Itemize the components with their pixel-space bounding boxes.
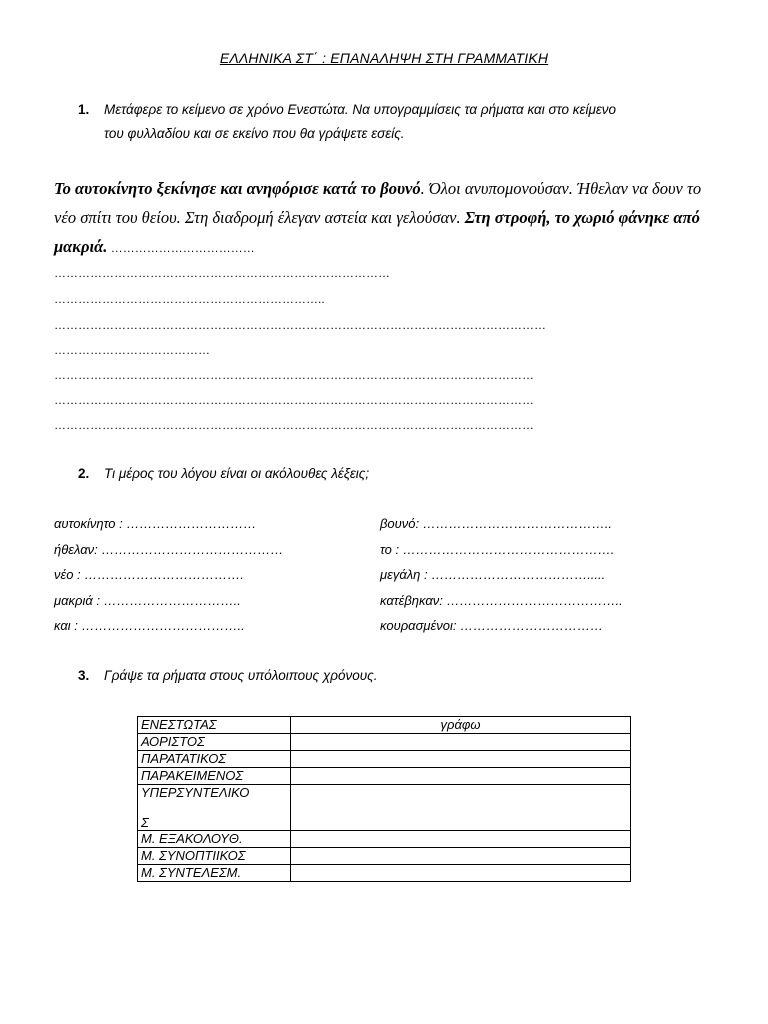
table-row xyxy=(138,734,631,751)
tense-value[interactable] xyxy=(291,751,631,768)
passage-normal-1: . Όλοι ανυπομονούσαν. Ήθελαν να δουν το νέο σπίτι του θείου. Στη διαδρομή έλεγαν αστεία και γελούσαν. xyxy=(54,179,702,227)
tense-label: ΑΟΡΙΣΤΟΣ xyxy=(138,734,291,751)
question-3 xyxy=(78,664,718,688)
answer-line-5[interactable]: ………………………………………………………………………………………………………… xyxy=(54,368,534,382)
pos-item-left-5[interactable]: και : ……………………………….. xyxy=(54,618,245,633)
question-1-number: 1. xyxy=(78,102,90,117)
answer-line-4[interactable]: ………………………………… xyxy=(54,343,210,357)
pos-item-right-2[interactable]: το : …………………………………………. xyxy=(380,542,615,557)
table-row xyxy=(138,865,631,882)
tense-value[interactable] xyxy=(291,785,631,831)
passage-bold-1: Το αυτοκίνητο ξεκίνησε και ανηφόρισε κατά το βουνό xyxy=(54,179,421,198)
question-1 xyxy=(78,98,718,146)
table-row xyxy=(138,785,631,831)
tenses-table xyxy=(137,716,631,882)
pos-item-left-3[interactable]: νέο : ………………………………. xyxy=(54,567,244,582)
pos-item-left-4[interactable]: μακριά : ………………………….. xyxy=(54,593,241,608)
tense-label: Μ. ΣΥΝΤΕΛΕΣΜ. xyxy=(138,865,291,882)
question-3-number: 3. xyxy=(78,668,90,683)
tense-label-line2: Σ xyxy=(141,815,149,830)
table-row xyxy=(138,751,631,768)
question-1-text-line1: Μετάφερε το κείμενο σε χρόνο Ενεστώτα. Να υπογραμμίσεις τα ρήματα και στο κείμενο xyxy=(104,102,617,117)
tense-label: ΕΝΕΣΤΩΤΑΣ xyxy=(138,717,291,734)
passage-dots: ……………………………… xyxy=(107,241,255,255)
tense-value[interactable]: γράφω xyxy=(291,717,631,734)
question-2 xyxy=(78,462,718,486)
table-row xyxy=(138,717,631,734)
tense-value[interactable] xyxy=(291,831,631,848)
table-row xyxy=(138,768,631,785)
tense-label: ΠΑΡΑΤΑΤΙΚΟΣ xyxy=(138,751,291,768)
pos-item-right-1[interactable]: βουνό: …………………………………….. xyxy=(380,516,612,531)
tense-value[interactable] xyxy=(291,734,631,751)
question-1-text-line2: του φυλλαδίου και σε εκείνο που θα γράψετε εσείς. xyxy=(104,126,405,141)
tense-label: Μ. ΣΥΝΟΠΤΙΙΚΟΣ xyxy=(138,848,291,865)
pos-item-right-4[interactable]: κατέβηκαν: ………………………………….. xyxy=(380,593,623,608)
passage-bold-2: Στη στροφή, το χωριό φάνηκε από μακριά. xyxy=(54,208,700,256)
table-row xyxy=(138,848,631,865)
answer-line-1[interactable]: ………………………………………………………………………… xyxy=(54,266,390,280)
answer-line-6[interactable]: ………………………………………………………………………………………………………… xyxy=(54,393,534,407)
tense-value[interactable] xyxy=(291,865,631,882)
table-row xyxy=(138,831,631,848)
tense-value[interactable] xyxy=(291,768,631,785)
pos-item-right-5[interactable]: κουρασμένοι: …………………………… xyxy=(380,618,604,633)
pos-item-left-2[interactable]: ήθελαν: …………………………………… xyxy=(54,542,284,557)
question-3-text: Γράψε τα ρήματα στους υπόλοιπους χρόνους. xyxy=(104,668,378,683)
tense-label: Μ. ΕΞΑΚΟΛΟΥΘ. xyxy=(138,831,291,848)
tense-label-line1: ΥΠΕΡΣΥΝΤΕΛΙΚΟ xyxy=(141,785,250,800)
pos-item-left-1[interactable]: αυτοκίνητο : ………………………… xyxy=(54,516,257,531)
answer-line-2[interactable]: ………………………………………………………….. xyxy=(54,292,325,306)
pos-item-right-3[interactable]: μεγάλη : ………………………………..... xyxy=(380,567,606,582)
page-title: ΕΛΛΗΝΙΚΑ ΣΤ΄ : ΕΠΑΝΑΛΗΨΗ ΣΤΗ ΓΡΑΜΜΑΤΙΚΗ xyxy=(219,50,549,66)
answer-line-7[interactable]: ………………………………………………………………………………………………………… xyxy=(54,418,534,432)
question-2-number: 2. xyxy=(78,466,90,481)
tense-label xyxy=(138,785,291,831)
question-2-text: Τι μέρος του λόγου είναι οι ακόλουθες λέξεις; xyxy=(104,466,370,481)
tense-label: ΠΑΡΑΚΕΙΜΕΝΟΣ xyxy=(138,768,291,785)
answer-line-3[interactable]: …………………………………………………………………………………………………………… xyxy=(54,318,546,332)
tense-value[interactable] xyxy=(291,848,631,865)
passage-text xyxy=(54,174,720,263)
